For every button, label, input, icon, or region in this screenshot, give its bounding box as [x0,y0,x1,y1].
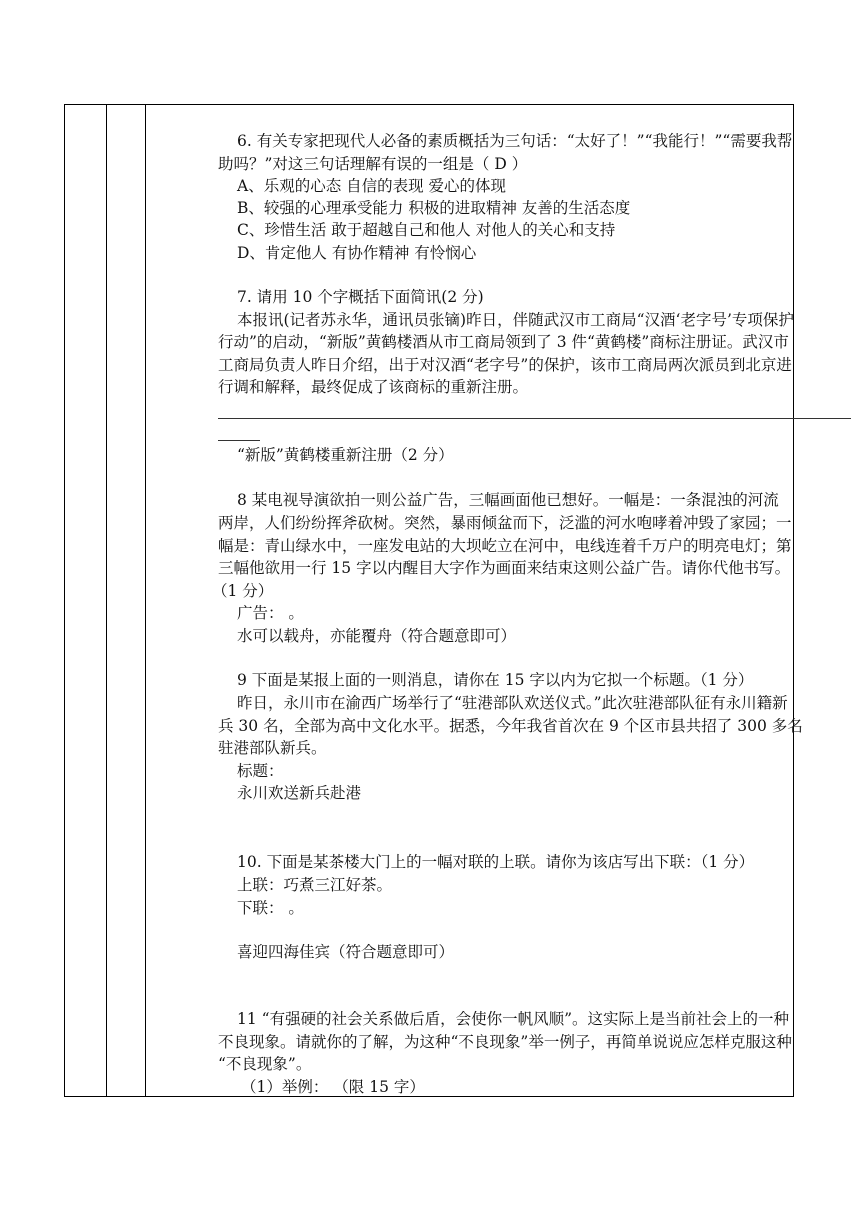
q7-prompt: 7. 请用 10 个字概括下面简讯(2 分) [237,288,484,306]
table-column-divider [106,105,107,1096]
q9-passage-line: 驻港部队新兵。 [218,739,327,757]
q7-passage-line: 工商局负责人昨日介绍，出于对汉酒“老字号”的保护，该市工商局两次派员到北京进 [218,356,792,374]
q9-passage-line: 昨日，永川市在渝西广场举行了“驻港部队欢送仪式。”此次驻港部队征有永川籍新 [237,694,788,712]
answer-blank-line [218,440,260,441]
q7-passage-line: 行动”的启动，“新版”黄鹤楼酒从市工商局领到了 3 件“黄鹤楼”商标注册证。武汉市 [218,333,789,351]
q9-passage-line: 兵 30 名，全部为高中文化水平。据悉，今年我省首次在 9 个区市县共招了 300 多名 [218,717,803,735]
answer-blank-line [218,418,851,419]
q7-passage-line: 行调和解释，最终促成了该商标的重新注册。 [218,378,529,396]
q6-option-d: D、肯定他人 有协作精神 有怜悯心 [237,244,477,262]
q9-prompt: 9 下面是某报上面的一则消息，请你在 15 字以内为它拟一个标题。（1 分） [237,671,754,689]
q6-option-b: B、较强的心理承受能力 积极的进取精神 友善的生活态度 [237,199,631,217]
q9-title-label: 标题： [237,762,284,780]
q7-answer: “新版”黄鹤楼重新注册（2 分） [237,446,454,464]
q6-option-a: A、乐观的心态 自信的表现 爱心的体现 [237,177,507,195]
q11-passage-line: 11 “有强硬的社会关系做后盾，会使你一帆风顺”。这实际上是当前社会上的一种 [237,1010,790,1028]
q8-passage-line: 三幅他欲用一行 15 字以内醒目大字作为画面来结束这则公益广告。请你代他书写。 [218,559,791,577]
q10-prompt: 10. 下面是某茶楼大门上的一幅对联的上联。请你为该店写出下联：（1 分） [237,853,755,871]
q6-option-c: C、珍惜生活 敢于超越自己和他人 对他人的关心和支持 [237,221,616,239]
q8-passage-line: （1 分） [212,582,274,600]
answer-table [64,104,803,1097]
q8-answer: 水可以载舟，亦能覆舟（符合题意即可） [237,627,517,645]
table-column-divider [145,105,146,1096]
q8-passage-line: 幅是：青山绿水中，一座发电站的大坝屹立在河中，电线连着千万户的明亮电灯；第 [218,537,792,555]
q8-passage-line: 8 某电视导演欲拍一则公益广告，三幅画面他已想好。一幅是：一条混浊的河流 [237,491,779,509]
q6-line: 6. 有关专家把现代人必备的素质概括为三句话：“太好了！”“我能行！”“需要我帮 [237,132,793,150]
q8-passage-line: 两岸，人们纷纷挥斧砍树。突然，暴雨倾盆而下，泛滥的河水咆哮着冲毁了家园；一 [218,514,792,532]
q10-answer: 喜迎四海佳宾（符合题意即可） [237,943,455,961]
q11-passage-line: “不良现象”。 [218,1055,312,1073]
q11-passage-line: 不良现象。请就你的了解，为这种“不良现象”举一例子，再简单说说应怎样克服这种 [218,1033,792,1051]
q11-example-prompt: （1）举例： （限 15 字） [241,1078,425,1096]
q8-blank: 广告： 。 [237,604,304,622]
q10-upper-couplet: 上联：巧煮三江好茶。 [237,876,393,894]
q10-lower-couplet: 下联： 。 [237,899,304,917]
q6-line: 助吗？”对这三句话理解有误的一组是（ D ） [218,155,528,173]
q9-answer: 永川欢送新兵赴港 [237,784,362,802]
q7-passage-line: 本报讯(记者苏永华，通讯员张镝)昨日，伴随武汉市工商局“汉酒‘老字号’专项保护 [237,311,794,329]
